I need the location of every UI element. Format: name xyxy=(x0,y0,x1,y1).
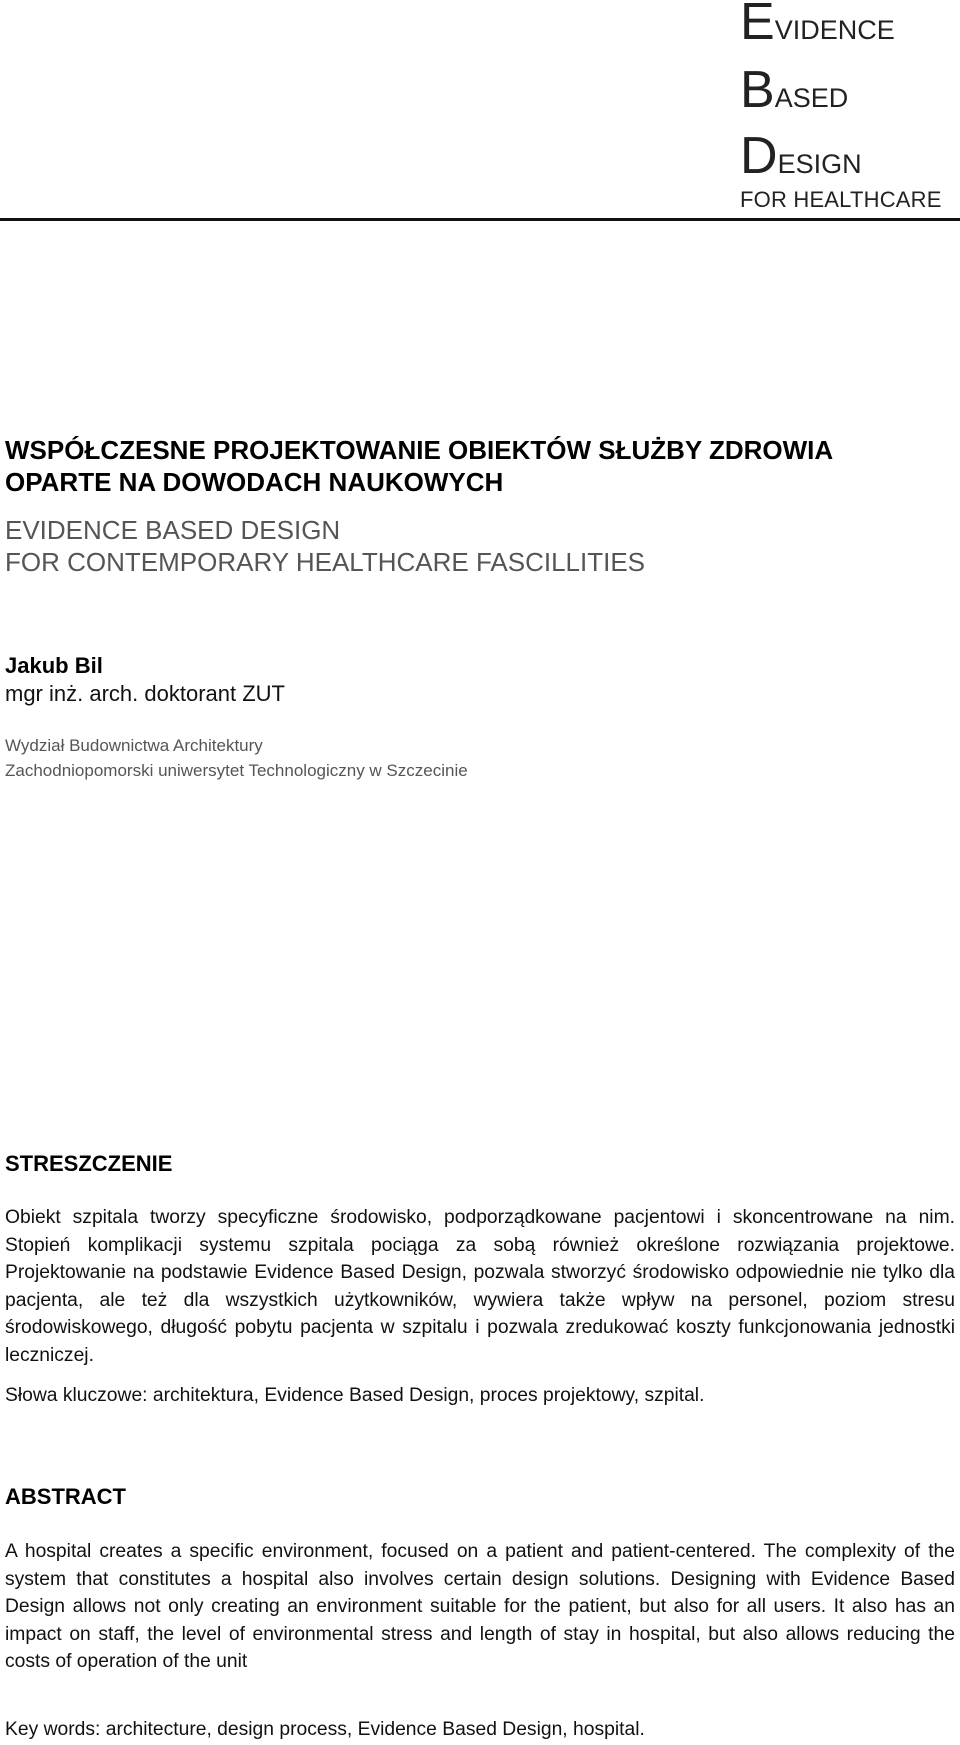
logo-letter-d: D xyxy=(740,127,777,185)
author-affiliation xyxy=(5,733,955,783)
logo-word-ased: ASED xyxy=(774,83,849,113)
logo-row-based xyxy=(740,46,960,119)
logo-letter-e: E xyxy=(740,0,774,51)
logo-subtitle: FOR HEALTHCARE xyxy=(740,187,942,212)
header-divider xyxy=(0,218,960,221)
title-pl-line-2: OPARTE NA DOWODACH NAUKOWYCH xyxy=(5,467,504,497)
streszczenie-paragraph: Obiekt szpitala tworzy specyficzne środowisko, podporządkowane pacjentowi i skoncentrowane na nim. Stopień komplikacji systemu szpitala pociąga za sobą również określone rozwiązania projektowe. Projektowanie na podstawie Evidence Based Design, pozwala stworzyć środowisko odpowiednie nie tylko dla pacjenta, ale też dla wszystkich użytkowników, wywiera także wpływ na personel, poziom stresu środowiskowego, długość pobytu pacjenta w szpitalu i pozwala zredukować koszty funkcjonowania jednostki leczniczej. xyxy=(5,1207,955,1366)
affiliation-university: Zachodniopomorski uniwersytet Technologiczny w Szczecinie xyxy=(5,761,468,780)
title-en-line-1: EVIDENCE BASED DESIGN xyxy=(5,515,341,545)
author-degree: mgr inż. arch. doktorant ZUT xyxy=(5,681,285,706)
paper-title-english xyxy=(5,514,955,578)
title-pl-line-1: WSPÓŁCZESNE PROJEKTOWANIE OBIEKTÓW SŁUŻBY ZDROWIA xyxy=(5,435,834,465)
keywords-polish: Słowa kluczowe: architektura, Evidence Based Design, proces projektowy, szpital. xyxy=(5,1385,705,1406)
title-en-line-2: FOR CONTEMPORARY HEALTHCARE FASCILLITIES xyxy=(5,547,646,577)
paper-title-polish xyxy=(5,434,955,498)
evidence-based-design-logo xyxy=(740,0,960,212)
logo-row-design xyxy=(740,114,960,185)
logo-row-evidence xyxy=(740,0,960,51)
affiliation-faculty: Wydział Budownictwa Architektury xyxy=(5,736,263,755)
section-heading-abstract: ABSTRACT xyxy=(5,1484,126,1509)
section-heading-streszczenie: STRESZCZENIE xyxy=(5,1151,173,1176)
keywords-english: Key words: architecture, design process, Evidence Based Design, hospital. xyxy=(5,1719,645,1740)
logo-word-esign: ESIGN xyxy=(777,149,862,179)
author-name: Jakub Bil xyxy=(5,653,103,678)
logo-letter-b: B xyxy=(740,61,774,119)
abstract-paragraph: A hospital creates a specific environment, focused on a patient and patient-centered. The complexity of the system that constitutes a hospital also involves certain design solutions. Designing with Evidence Based Design allows not only creating an environment suitable for the patient, but also for all users. It also has an impact on staff, the level of environmental stress and length of stay in hospital, but also allows reducing the costs of operation of the unit xyxy=(5,1541,955,1672)
logo-word-vidence: VIDENCE xyxy=(774,15,895,45)
author-block xyxy=(5,653,955,709)
